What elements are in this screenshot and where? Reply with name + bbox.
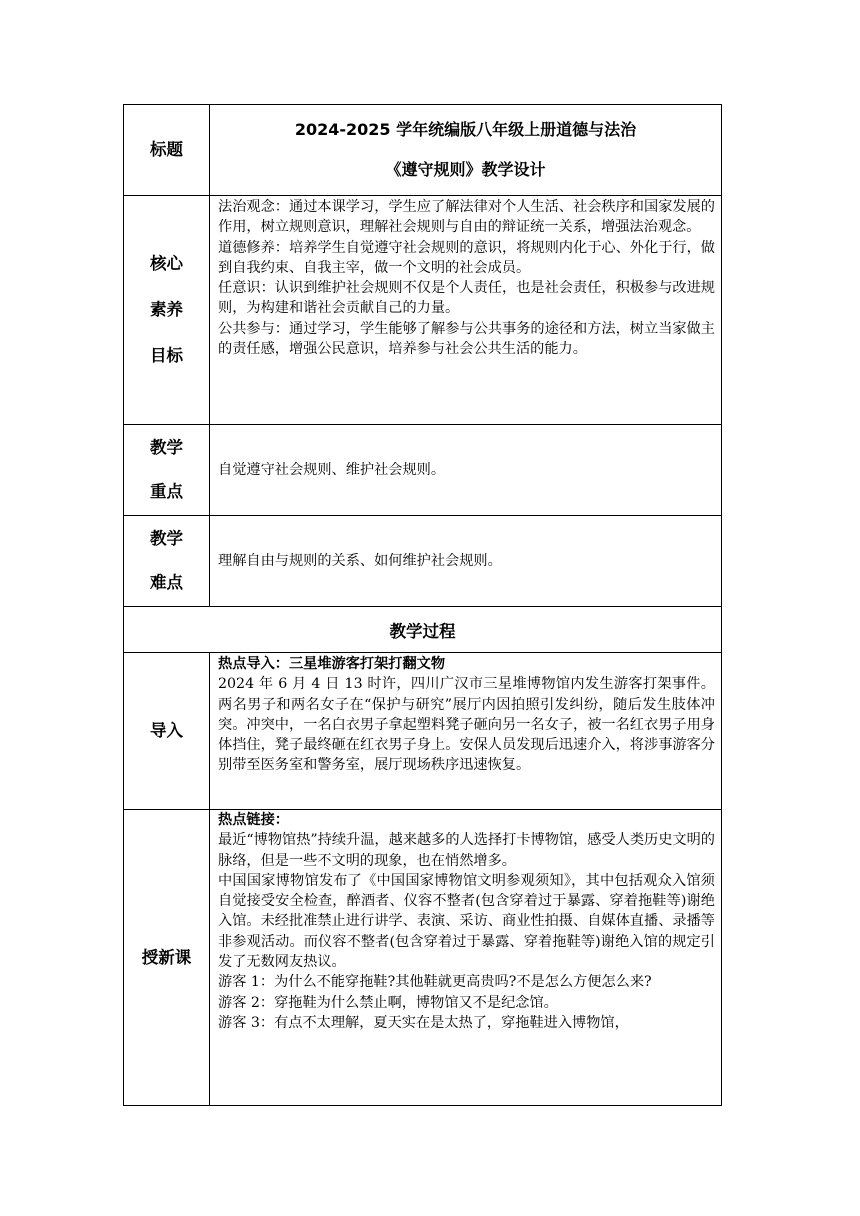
difficult-label-line-1: 教学 — [150, 529, 183, 548]
document-title — [210, 105, 722, 196]
core-paragraph-law: 法治观念：通过本课学习，学生应了解法律对个人生活、社会秩序和国家发展的作用，树立规则意识，理解社会规则与自由的辩证统一关系，增强法治观念。 — [218, 199, 715, 236]
teaching-process-heading: 教学过程 — [124, 607, 722, 653]
key-points-label — [124, 425, 210, 516]
core-label-line-2: 素养 — [150, 300, 183, 319]
intro-heading: 热点导入：三星堆游客打架打翻文物 — [218, 656, 446, 672]
key-points-content: 自觉遵守社会规则、维护社会规则。 — [210, 425, 722, 516]
core-literacy-content — [210, 196, 722, 425]
visitor-comment-2: 游客 2：穿拖鞋为什么禁止啊，博物馆又不是纪念馆。 — [218, 994, 558, 1011]
difficult-points-row — [124, 516, 722, 607]
intro-label: 导入 — [124, 653, 210, 810]
title-line-1: 2024-2025 学年统编版八年级上册道德与法治 — [294, 120, 637, 139]
difficult-points-content: 理解自由与规则的关系、如何维护社会规则。 — [210, 516, 722, 607]
core-literacy-row — [124, 196, 722, 425]
intro-row — [124, 653, 722, 810]
visitor-comment-1: 游客 1：为什么不能穿拖鞋?其他鞋就更高贵吗?不是怎么方便怎么来? — [218, 974, 652, 991]
key-label-line-2: 重点 — [150, 482, 183, 501]
title-label: 标题 — [124, 105, 210, 196]
lesson-plan-table — [123, 104, 722, 1106]
difficult-points-label — [124, 516, 210, 607]
core-paragraph-morality: 道德修养：培养学生自觉遵守社会规则的意识，将规则内化于心、外化于行，做到自我约束、自我主宰，做一个文明的社会成员。 — [218, 239, 715, 276]
core-label-line-3: 目标 — [150, 346, 183, 365]
intro-content — [210, 653, 722, 810]
process-heading-row — [124, 607, 722, 653]
new-lesson-label: 授新课 — [124, 810, 210, 1106]
new-lesson-paragraph-2: 中国国家博物馆发布了《中国国家博物馆文明参观须知》，其中包括观众入馆须自觉接受安全检查，醉酒者、仪容不整者(包含穿着过于暴露、穿着拖鞋等)谢绝入馆。未经批准禁止进行讲学、表演、采访、商业性拍摄、自媒体直播、录播等非参观活动。而仪容不整者(包含穿着过于暴露、穿着拖鞋等)谢绝入馆的规定引发了无数网友热议。 — [218, 872, 715, 971]
key-label-line-1: 教学 — [150, 438, 183, 457]
core-literacy-label — [124, 196, 210, 425]
visitor-comment-3: 游客 3：有点不太理解，夏天实在是太热了，穿拖鞋进入博物馆， — [218, 1014, 629, 1031]
new-lesson-content — [210, 810, 722, 1106]
difficult-label-line-2: 难点 — [150, 573, 183, 592]
title-line-2: 《遵守规则》教学设计 — [385, 160, 546, 179]
new-lesson-row — [124, 810, 722, 1106]
title-row — [124, 105, 722, 196]
core-paragraph-participation: 公共参与：通过学习，学生能够了解参与公共事务的途径和方法，树立当家做主的责任感，增强公民意识，培养参与社会公共生活的能力。 — [218, 320, 715, 358]
intro-text: 2024 年 6 月 4 日 13 时许，四川广汉市三星堆博物馆内发生游客打架事件。两名男子和两名女子在“保护与研究”展厅内因拍照引发纠纷，随后发生肢体冲突。冲突中，一名白衣男子拿起塑料凳子砸向另一名女子，被一名红衣男子用身体挡住，凳子最终砸在红衣男子身上。安保人员发现后迅速介入，将涉事游客分别带至医务室和警务室，展厅现场秩序迅速恢复。 — [218, 676, 715, 774]
key-points-row — [124, 425, 722, 516]
new-lesson-paragraph-1: 最近“博物馆热”持续升温，越来越多的人选择打卡博物馆，感受人类历史文明的脉络，但是一些不文明的现象，也在悄然增多。 — [218, 832, 715, 869]
core-paragraph-responsibility: 任意识：认识到维护社会规则不仅是个人责任，也是社会责任，积极参与改进规则，为构建和谐社会贡献自己的力量。 — [218, 280, 715, 317]
core-label-line-1: 核心 — [150, 254, 183, 273]
new-lesson-heading: 热点链接： — [218, 812, 289, 828]
